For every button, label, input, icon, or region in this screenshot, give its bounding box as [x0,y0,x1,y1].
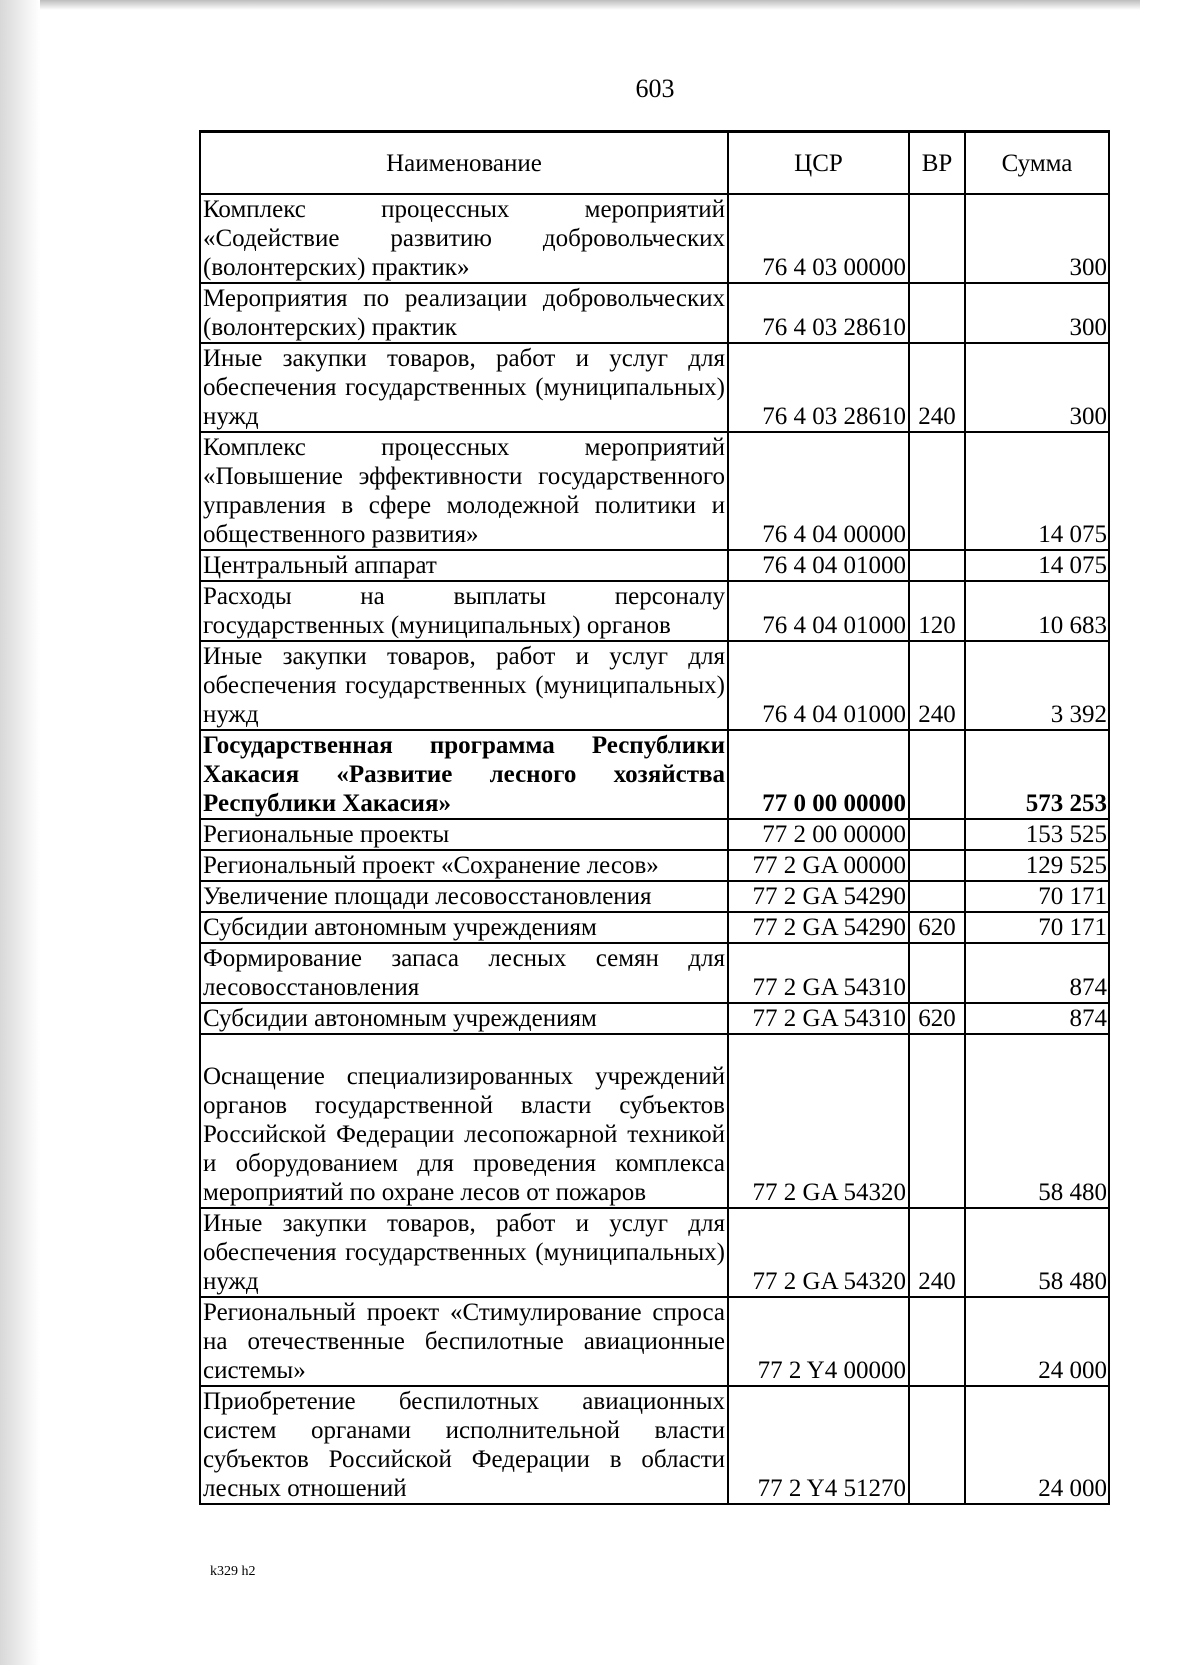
table-row [200,943,1109,1003]
row-sum: 300 [965,343,1109,432]
row-sum: 129 525 [965,850,1109,881]
row-name: Субсидии автономным учреждениям [200,1003,728,1034]
row-sum: 874 [965,943,1109,1003]
row-csr-code: 76 4 04 00000 [728,432,909,550]
row-name: Формирование запаса лесных семян для лесовосстановления [200,943,728,1003]
row-vr-code: 240 [909,343,965,432]
header-vr: ВР [909,132,965,195]
table-row [200,881,1109,912]
row-vr-code [909,550,965,581]
row-csr-code: 77 2 GA 00000 [728,850,909,881]
row-sum: 70 171 [965,881,1109,912]
row-vr-code: 620 [909,1003,965,1034]
row-sum: 24 000 [965,1386,1109,1504]
row-csr-code: 77 2 GA 54320 [728,1034,909,1208]
row-sum: 573 253 [965,730,1109,819]
header-csr: ЦСР [728,132,909,195]
table-row [200,432,1109,550]
table-row [200,641,1109,730]
row-vr-code [909,730,965,819]
page-number: 603 [635,74,675,103]
header-name: Наименование [200,132,728,195]
row-name: Иные закупки товаров, работ и услуг для обеспечения государственных (муниципальных) нужд [200,1208,728,1297]
header-row [200,132,1109,195]
row-csr-code: 76 4 03 28610 [728,283,909,343]
table-row [200,819,1109,850]
table-body [200,194,1109,1504]
row-name: Центральный аппарат [200,550,728,581]
row-csr-code: 76 4 04 01000 [728,641,909,730]
row-vr-code [909,943,965,1003]
row-name: Комплекс процессных мероприятий «Содействие развитию добровольческих (волонтерских) практик» [200,194,728,283]
table-row [200,581,1109,641]
row-vr-code [909,881,965,912]
row-name: Региональные проекты [200,819,728,850]
row-sum: 14 075 [965,432,1109,550]
row-vr-code: 240 [909,641,965,730]
row-csr-code: 77 2 00 00000 [728,819,909,850]
table-row [200,850,1109,881]
row-csr-code: 77 2 GA 54310 [728,1003,909,1034]
row-name: Иные закупки товаров, работ и услуг для обеспечения государственных (муниципальных) нужд [200,343,728,432]
table-row [200,1208,1109,1297]
row-csr-code: 77 2 GA 54290 [728,881,909,912]
row-name: Приобретение беспилотных авиационных систем органами исполнительной власти субъектов Российской Федерации в области лесных отношений [200,1386,728,1504]
row-csr-code: 77 0 00 00000 [728,730,909,819]
row-sum: 300 [965,283,1109,343]
row-csr-code: 76 4 03 00000 [728,194,909,283]
row-csr-code: 77 2 GA 54290 [728,912,909,943]
row-vr-code [909,1297,965,1386]
row-vr-code [909,1034,965,1208]
footer-code: k329 h2 [210,1564,256,1579]
table-row [200,730,1109,819]
row-csr-code: 77 2 Y4 51270 [728,1386,909,1504]
row-vr-code [909,194,965,283]
header-sum: Сумма [965,132,1109,195]
table-header [200,132,1109,195]
row-sum: 14 075 [965,550,1109,581]
row-sum: 70 171 [965,912,1109,943]
row-vr-code [909,819,965,850]
row-sum: 58 480 [965,1034,1109,1208]
row-sum: 58 480 [965,1208,1109,1297]
row-sum: 10 683 [965,581,1109,641]
row-name: Мероприятия по реализации добровольческих (волонтерских) практик [200,283,728,343]
row-vr-code: 120 [909,581,965,641]
scan-shadow-top [40,0,1140,10]
row-sum: 874 [965,1003,1109,1034]
row-sum: 24 000 [965,1297,1109,1386]
table-row [200,283,1109,343]
row-vr-code: 240 [909,1208,965,1297]
row-name: Расходы на выплаты персоналу государственных (муниципальных) органов [200,581,728,641]
row-csr-code: 77 2 Y4 00000 [728,1297,909,1386]
row-name: Комплекс процессных мероприятий «Повышение эффективности государственного управления в сфере молодежной политики и общественного развития» [200,432,728,550]
row-vr-code [909,283,965,343]
scan-shadow-left [0,0,40,1665]
table-row [200,550,1109,581]
row-sum: 300 [965,194,1109,283]
row-name: Государственная программа Республики Хакасия «Развитие лесного хозяйства Республики Хакасия» [200,730,728,819]
row-vr-code: 620 [909,912,965,943]
row-vr-code [909,850,965,881]
row-csr-code: 76 4 03 28610 [728,343,909,432]
table-row [200,194,1109,283]
table-row [200,343,1109,432]
row-name: Региональный проект «Сохранение лесов» [200,850,728,881]
row-csr-code: 76 4 04 01000 [728,581,909,641]
row-sum: 3 392 [965,641,1109,730]
table-row [200,1386,1109,1504]
row-csr-code: 77 2 GA 54310 [728,943,909,1003]
row-name: Оснащение специализированных учреждений органов государственной власти субъектов Российской Федерации лесопожарной техникой и оборудованием для проведения комплекса мероприятий по охране лесов от пожаров [200,1034,728,1208]
table-row [200,1034,1109,1208]
row-vr-code [909,432,965,550]
row-name: Региональный проект «Стимулирование спроса на отечественные беспилотные авиационные системы» [200,1297,728,1386]
row-csr-code: 76 4 04 01000 [728,550,909,581]
row-csr-code: 77 2 GA 54320 [728,1208,909,1297]
row-sum: 153 525 [965,819,1109,850]
table-row [200,1003,1109,1034]
table-row [200,912,1109,943]
budget-table [199,130,1110,1505]
row-name: Субсидии автономным учреждениям [200,912,728,943]
table-row [200,1297,1109,1386]
row-name: Увеличение площади лесовосстановления [200,881,728,912]
row-name: Иные закупки товаров, работ и услуг для обеспечения государственных (муниципальных) нужд [200,641,728,730]
row-vr-code [909,1386,965,1504]
